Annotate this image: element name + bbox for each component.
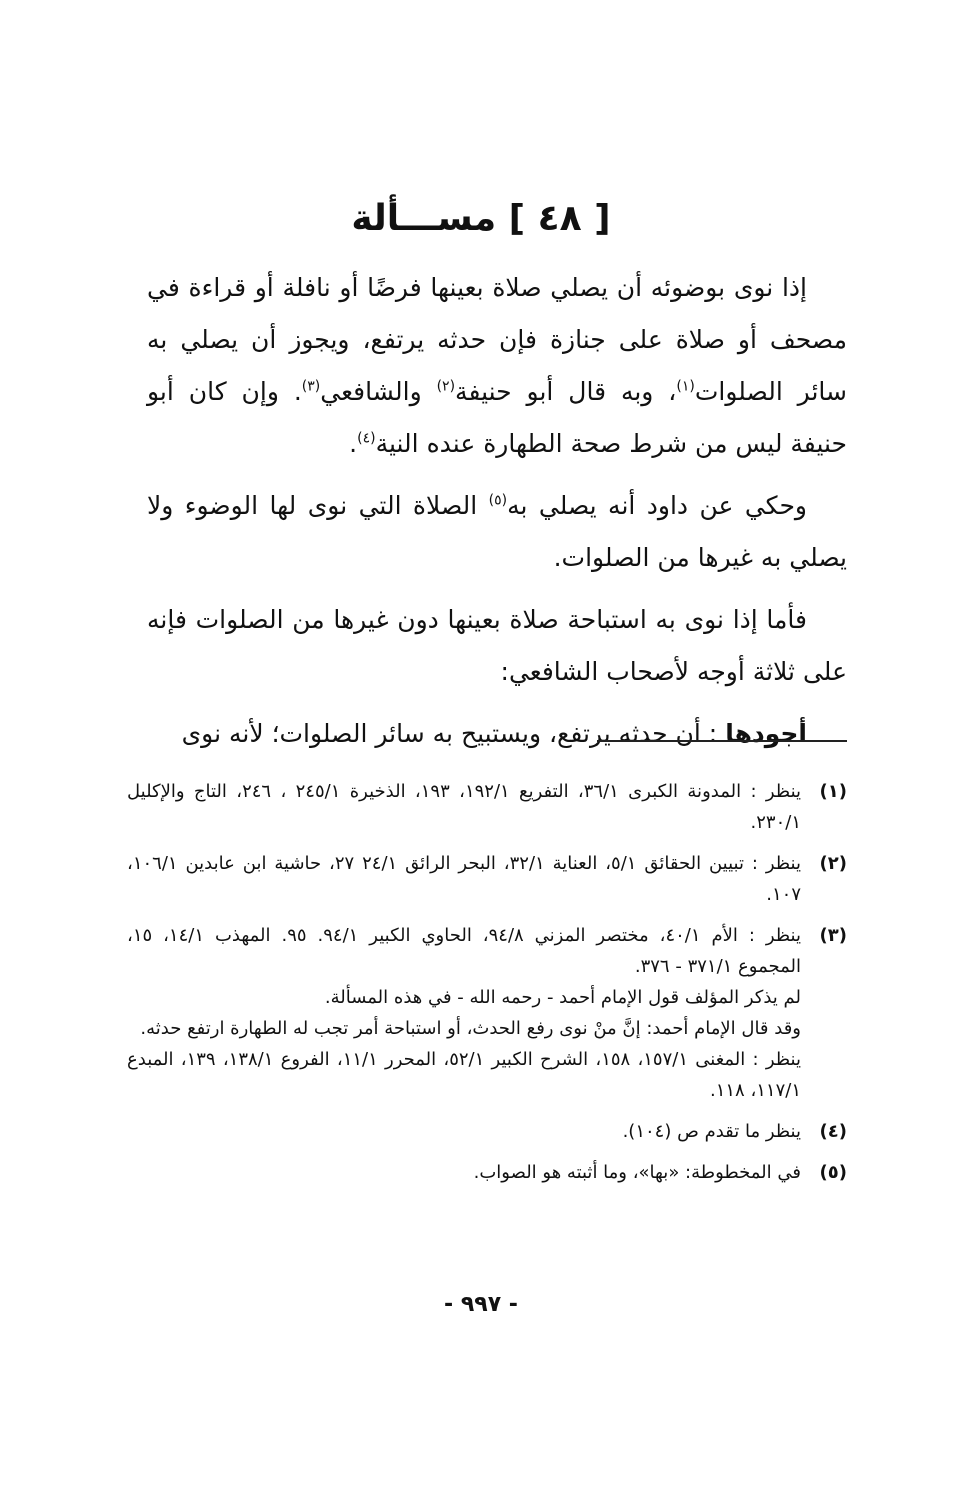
paragraph-text: إذا نوى بوضوئه أن يصلي صلاة بعينها فرضًا أو نافلة أو قراءة في مصحف أو صلاة على جنازة فإن حدثه يرتفع، ويجوز أن يصلي به سائر الصلوات xyxy=(147,273,847,406)
paragraph-4 xyxy=(147,708,847,760)
footnote-4 xyxy=(127,1116,847,1147)
footnote-number: (٢) xyxy=(819,853,847,874)
paragraph-1 xyxy=(147,262,847,470)
footnote-ref: (٣) xyxy=(301,378,321,395)
footnote-ref: (٤) xyxy=(357,430,376,447)
footnote-3 xyxy=(127,920,847,1106)
footnote-1 xyxy=(127,776,847,838)
footnote-line: ينظر : المغنى ١٥٧/١، ١٥٨، الشرح الكبير ٥٢/١، المحرر ١١/١، الفروع ١٣٨/١، ١٣٩، المبدع ١١٧/١، ١١٨. xyxy=(127,1049,801,1101)
footnote-text xyxy=(127,920,801,1106)
paragraph-3 xyxy=(147,594,847,698)
footnote-line: وقد قال الإمام أحمد: إنَّ منْ نوى رفع الحدث، أو استباحة أمر تجب له الطهارة ارتفع حدثه. xyxy=(140,1018,801,1039)
footnote-text xyxy=(127,848,801,910)
footnote-separator xyxy=(597,740,847,742)
page-number: - ٩٩٧ - xyxy=(444,1292,518,1317)
footnote-number: (٣) xyxy=(819,925,847,946)
paragraph-text: فأما إذا نوى به استباحة صلاة بعينها دون غيرها من الصلوات فإنه على ثلاثة أوجه لأصحاب الشافعي: xyxy=(147,605,847,686)
footnote-line: ينظر ما تقدم ص (١٠٤). xyxy=(622,1121,801,1142)
footnote-2 xyxy=(127,848,847,910)
footnote-5 xyxy=(127,1157,847,1188)
paragraph-text: ، وبه قال أبو حنيفة xyxy=(455,377,677,406)
paragraph-text: الصلاة التي نوى لها الوضوء ولا يصلي به غيرها من الصلوات. xyxy=(147,491,847,572)
paragraph-text: : أن حدثه يرتفع، ويستبيح به سائر الصلوات؛ لأنه نوى xyxy=(181,719,726,748)
footnote-line: ينظر : المدونة الكبرى ٣٦/١، التفريع ١٩٢/١، ١٩٣، الذخيرة ٢٤٥/١ ، ٢٤٦، التاج والإكليل ٢٣٠/١. xyxy=(127,781,802,833)
footnote-line: لم يذكر المؤلف قول الإمام أحمد - رحمه الله - في هذه المسألة. xyxy=(324,987,801,1008)
paragraph-text: والشافعي xyxy=(320,377,437,406)
footnote-number: (١) xyxy=(819,781,847,802)
footnote-number: (٤) xyxy=(819,1121,847,1142)
paragraph-text: . xyxy=(349,429,358,458)
footnote-line: ينظر : تبيين الحقائق ٥/١، العناية ٣٢/١، البحر الرائق ٢٤/١ ٢٧، حاشية ابن عابدين ١٠٦/١، ١٠٧. xyxy=(127,853,801,905)
paragraph-2 xyxy=(147,480,847,584)
footnote-line: في المخطوطة: «بها»، وما أثبته هو الصواب. xyxy=(473,1162,801,1183)
footnote-text xyxy=(127,776,801,838)
footnotes xyxy=(127,776,847,1198)
footnote-line: ينظر : الأم ٤٠/١، مختصر المزني ٩٤/٨، الحاوي الكبير ٩٤/١. ٩٥. المهذب ١٤/١، ١٥، المجموع ٣٧١/١ - ٣٧٦. xyxy=(127,925,801,977)
footnote-ref: (٢) xyxy=(436,378,456,395)
paragraph-lead: أجودها xyxy=(725,719,807,748)
page-title: [ ٤٨ ] مســـألة xyxy=(351,198,611,239)
footnote-text xyxy=(127,1157,801,1188)
footnote-ref: (٥) xyxy=(488,492,508,509)
footnote-number: (٥) xyxy=(819,1162,847,1183)
footnote-text xyxy=(127,1116,801,1147)
footnote-ref: (١) xyxy=(676,378,695,395)
main-text xyxy=(147,262,847,770)
paragraph-text: وحكي عن داود أنه يصلي به xyxy=(507,491,808,520)
paragraph-text: . وإن كان أبو حنيفة ليس من شرط صحة الطهارة عنده النية xyxy=(147,377,847,458)
